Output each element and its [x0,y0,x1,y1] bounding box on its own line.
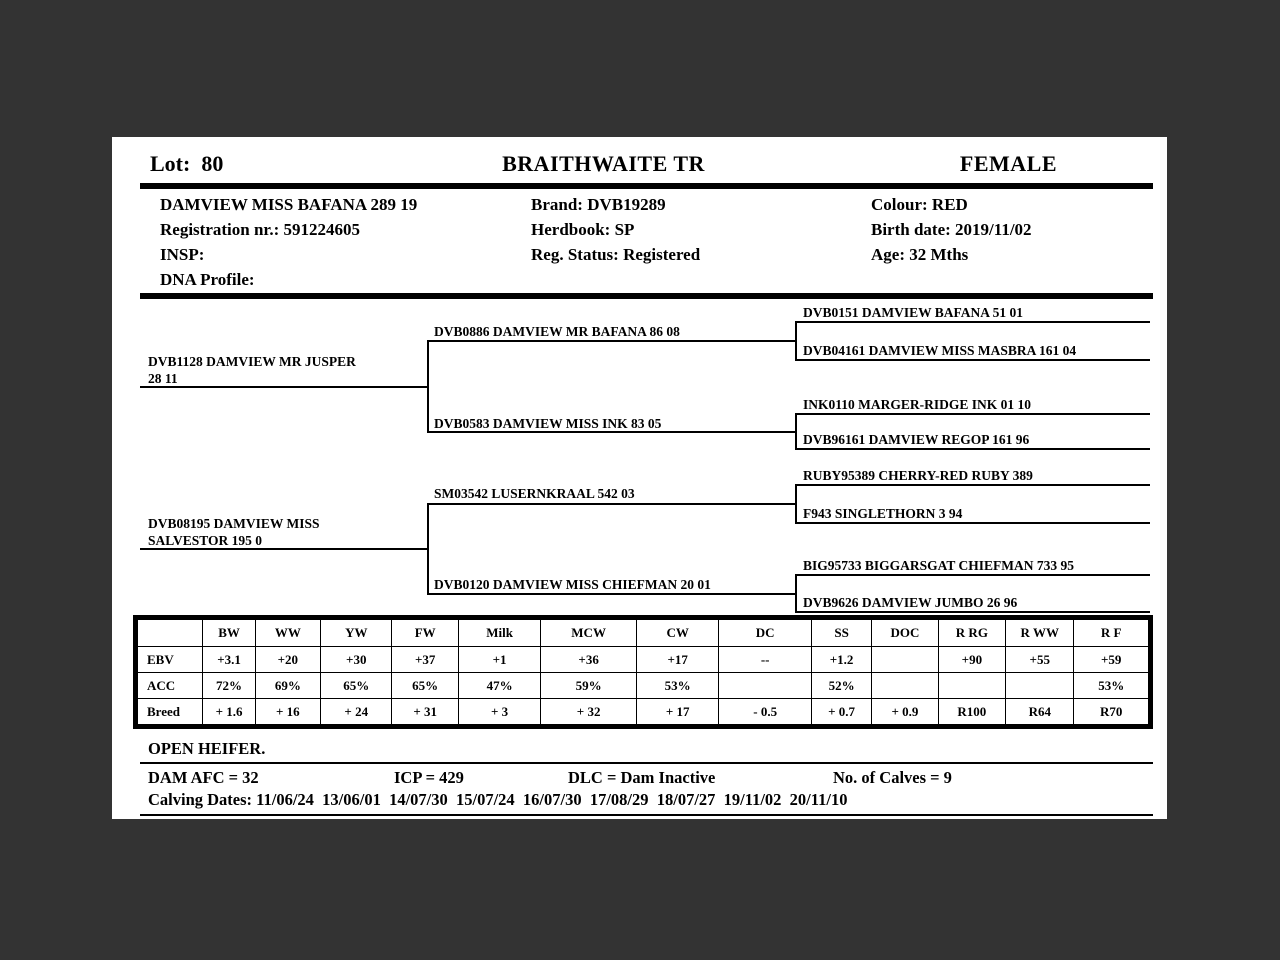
ebv-value-cell: 53% [636,673,718,699]
pedigree-ancestor: DVB0151 DAMVIEW BAFANA 51 01 [803,305,1024,320]
ebv-value-cell: + 17 [636,699,718,725]
ebv-table [137,619,1149,725]
status-line: OPEN HEIFER. [140,737,1153,764]
pedigree-connector [795,574,797,613]
ebv-value-cell: + 31 [392,699,458,725]
ebv-value-cell: +36 [541,647,637,673]
ebv-value-cell: R100 [938,699,1005,725]
pedigree-ancestor: DVB04161 DAMVIEW MISS MASBRA 161 04 [803,343,1077,358]
seller-title: BRAITHWAITE TR [502,151,705,176]
pedigree-line [427,593,795,595]
pedigree-connector [795,321,797,361]
pedigree-ancestor: DVB96161 DAMVIEW REGOP 161 96 [803,432,1030,447]
ebv-header-cell: SS [811,620,871,647]
ebv-value-cell [872,647,938,673]
pedigree-dam: DVB08195 DAMVIEW MISS SALVESTOR 195 0 [148,516,320,548]
ebv-value-cell: + 3 [458,699,540,725]
pedigree-line [140,386,427,388]
ebv-header-cell: R WW [1006,620,1074,647]
pedigree-line [795,522,1150,524]
ebv-value-cell [938,673,1005,699]
ebv-value-cell: +59 [1074,647,1149,673]
pedigree-connector [427,503,429,595]
pedigree-line [795,574,1150,576]
registration-number: Registration nr.: 591224605 [160,220,361,239]
ebv-header-cell: MCW [541,620,637,647]
ebv-row-label: Breed [138,699,203,725]
dam-stats-row [140,764,1153,790]
ebv-header-cell: CW [636,620,718,647]
pedigree-connector [427,340,429,433]
ebv-value-cell: 72% [203,673,255,699]
ebv-header-cell: DOC [872,620,938,647]
catalog-page [112,137,1167,819]
acc-row [138,673,1149,699]
ebv-value-cell: +30 [321,647,392,673]
pedigree-dam-sire: SM03542 LUSERNKRAAL 542 03 [434,486,635,501]
ebv-value-cell: + 1.6 [203,699,255,725]
pedigree-tree [112,299,1167,615]
ebv-value-cell [1006,673,1074,699]
ebv-value-cell: +37 [392,647,458,673]
ebv-header-cell: Milk [458,620,540,647]
ebv-value-cell: R64 [1006,699,1074,725]
ebv-value-cell: +55 [1006,647,1074,673]
ebv-row [138,647,1149,673]
info-column-left [160,192,531,293]
sex-label: FEMALE [959,151,1058,176]
ebv-header-cell [138,620,203,647]
pedigree-connector [795,484,797,524]
dam-afc-stat: DAM AFC = 32 [148,768,259,787]
pedigree-ancestor: RUBY95389 CHERRY-RED RUBY 389 [803,468,1033,483]
ebv-value-cell: +1 [458,647,540,673]
ebv-value-cell: 53% [1074,673,1149,699]
pedigree-sire-dam: DVB0583 DAMVIEW MISS INK 83 05 [434,416,662,431]
ebv-value-cell [872,673,938,699]
ebv-header-cell: DC [719,620,812,647]
pedigree-line [795,321,1150,323]
ebv-header-cell: R F [1074,620,1149,647]
ebv-value-cell: 52% [811,673,871,699]
pedigree-line [795,359,1150,361]
dlc-stat: DLC = Dam Inactive [568,768,716,787]
lot-number: Lot: 80 [150,151,224,176]
pedigree-ancestor: INK0110 MARGER-RIDGE INK 01 10 [803,397,1032,412]
pedigree-line [140,548,427,550]
ebv-value-cell: +1.2 [811,647,871,673]
ebv-header-cell: R RG [938,620,1005,647]
ebv-value-cell: -- [719,647,812,673]
footer-notes [140,737,1153,816]
pedigree-line [795,611,1150,613]
icp-stat: ICP = 429 [394,768,464,787]
pedigree-line [795,448,1150,450]
ebv-value-cell: 65% [392,673,458,699]
dna-profile-field: DNA Profile: [160,270,255,289]
info-column-right [871,192,1167,293]
pedigree-ancestor: F943 SINGLETHORN 3 94 [803,506,963,521]
pedigree-dam-dam: DVB0120 DAMVIEW MISS CHIEFMAN 20 01 [434,577,711,592]
birth-date-field: Birth date: 2019/11/02 [871,220,1032,239]
ebv-value-cell: +17 [636,647,718,673]
ebv-value-cell: - 0.5 [719,699,812,725]
ebv-value-cell: 47% [458,673,540,699]
pedigree-line [795,484,1150,486]
ebv-value-cell: 59% [541,673,637,699]
ebv-value-cell: + 0.7 [811,699,871,725]
pedigree-ancestor: BIG95733 BIGGARSGAT CHIEFMAN 733 95 [803,558,1075,573]
ebv-value-cell: 69% [255,673,320,699]
ebv-row-label: ACC [138,673,203,699]
ebv-value-cell: +3.1 [203,647,255,673]
ebv-row-label: EBV [138,647,203,673]
colour-field: Colour: RED [871,195,968,214]
ebv-value-cell: + 0.9 [872,699,938,725]
ebv-header-cell: BW [203,620,255,647]
pedigree-line [427,503,795,505]
breed-row [138,699,1149,725]
info-column-middle [531,192,871,293]
pedigree-sire: DVB1128 DAMVIEW MR JUSPER 28 11 [148,354,356,386]
pedigree-line [427,340,795,342]
ebv-value-cell: + 24 [321,699,392,725]
brand-field: Brand: DVB19289 [531,195,666,214]
ebv-value-cell: + 16 [255,699,320,725]
reg-status-field: Reg. Status: Registered [531,245,701,264]
herdbook-field: Herdbook: SP [531,220,635,239]
animal-name: DAMVIEW MISS BAFANA 289 19 [160,195,418,214]
ebv-value-cell: 65% [321,673,392,699]
ebv-value-cell: R70 [1074,699,1149,725]
insp-field: INSP: [160,245,205,264]
pedigree-line [795,413,1150,415]
pedigree-sire-sire: DVB0886 DAMVIEW MR BAFANA 86 08 [434,324,680,339]
ebv-value-cell: + 32 [541,699,637,725]
ebv-table-box [133,615,1153,729]
pedigree-connector [795,413,797,450]
ebv-value-cell: +90 [938,647,1005,673]
pedigree-ancestor: DVB9626 DAMVIEW JUMBO 26 96 [803,595,1018,610]
ebv-header-cell: FW [392,620,458,647]
ebv-value-cell [719,673,812,699]
ebv-header-row [138,620,1149,647]
age-field: Age: 32 Mths [871,245,969,264]
ebv-header-cell: WW [255,620,320,647]
calving-dates-line: Calving Dates: 11/06/24 13/06/01 14/07/30 15/07/24 16/07/30 17/08/29 18/07/27 19/11/02 20/11/10 [140,790,1153,816]
ebv-header-cell: YW [321,620,392,647]
pedigree-line [427,431,795,433]
page-header [112,137,1167,183]
ebv-value-cell: +20 [255,647,320,673]
animal-info [112,189,1167,293]
calves-count-stat: No. of Calves = 9 [833,768,952,787]
